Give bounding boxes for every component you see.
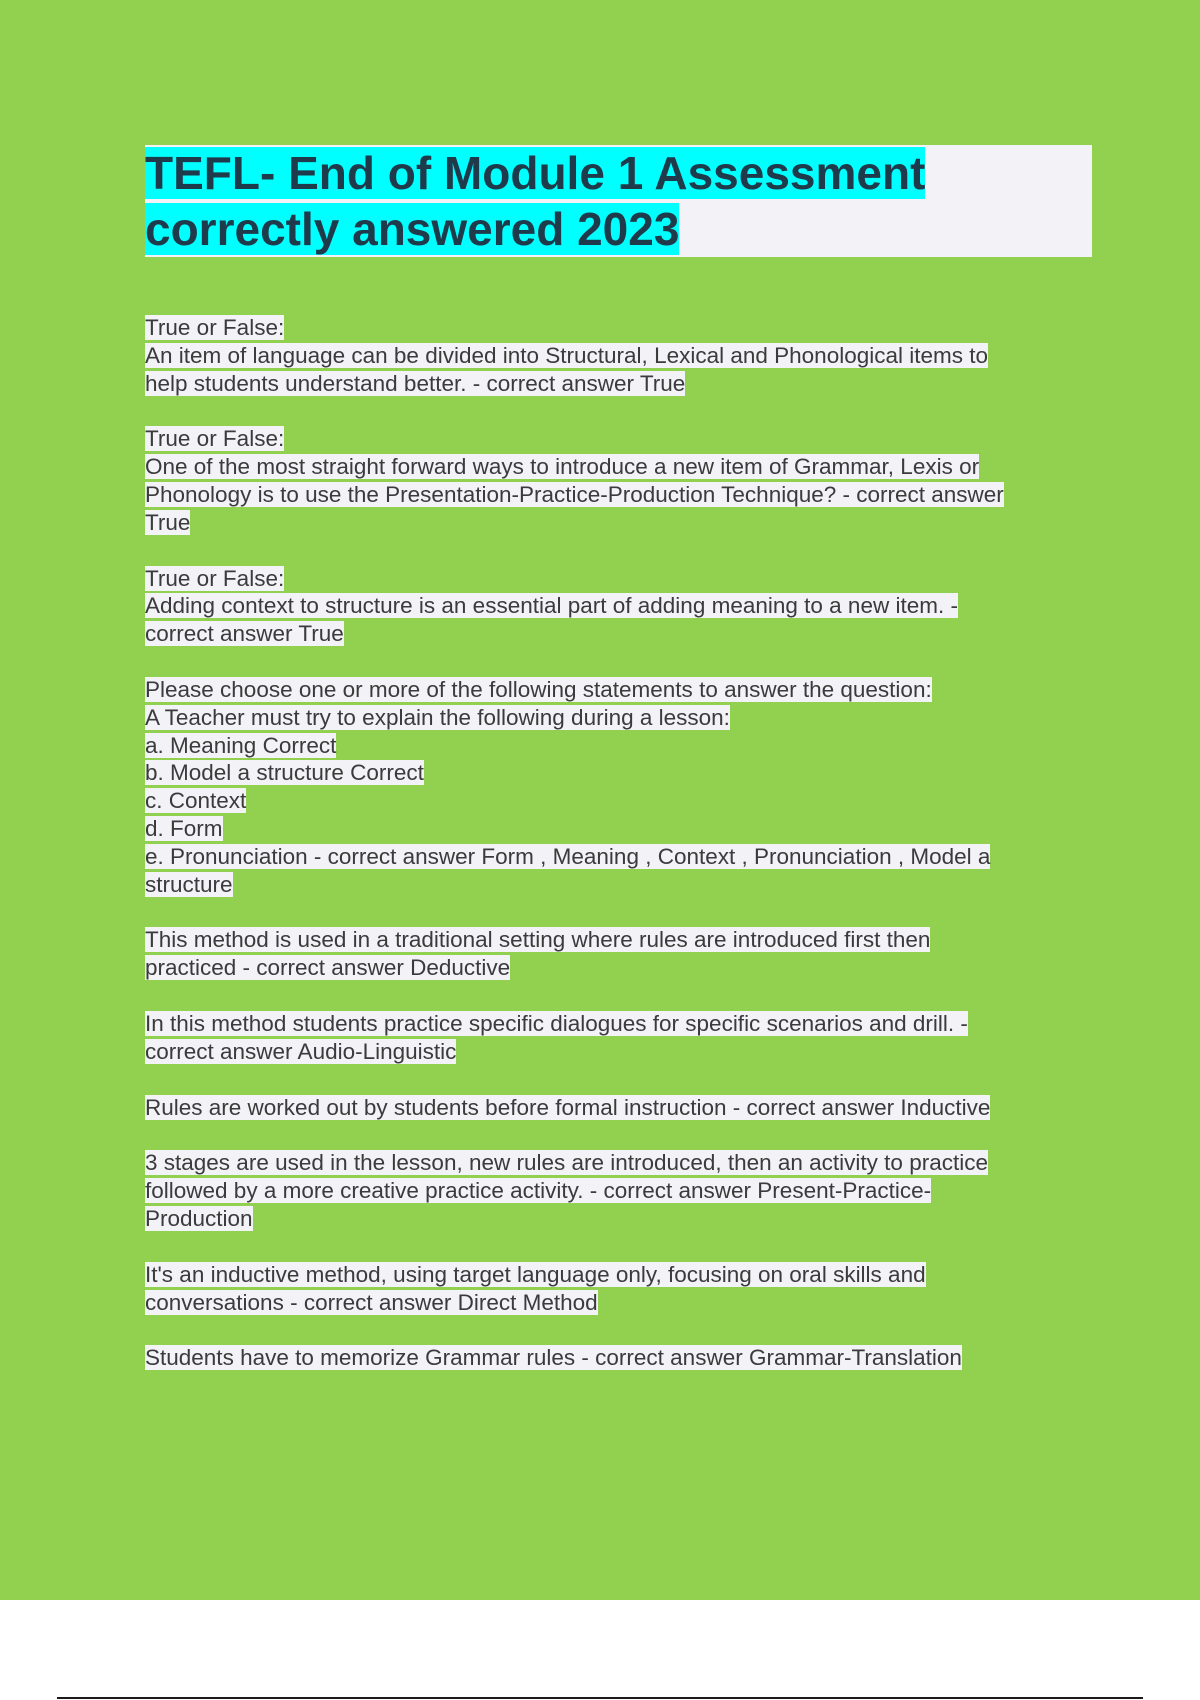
qa-line-text: conversations - correct answer Direct Method [145,1289,598,1315]
qa-line [145,592,1095,620]
qa-line-text: b. Model a structure Correct [145,760,424,786]
qa-line [145,759,1095,787]
qa-line-text: practiced - correct answer Deductive [145,955,511,981]
qa-line-text: d. Form [145,815,223,841]
qa-line-text: correct answer True [145,621,344,647]
qa-line-text: True [145,509,191,535]
qa-line [145,1038,1095,1066]
qa-line [145,815,1095,843]
qa-line [145,481,1095,509]
qa-line [145,871,1095,899]
qa-line [145,314,1095,342]
qa-line-text: True or False: [145,426,285,452]
qa-line-text: Adding context to structure is an essential part of adding meaning to a new item. - [145,593,958,619]
qa-line [145,1177,1095,1205]
qa-line-text: followed by a more creative practice activity. - correct answer Present-Practice- [145,1178,932,1204]
qa-line-text: True or False: [145,315,285,340]
qa-line [145,954,1095,982]
qa-line [145,565,1095,593]
qa-item [145,926,1095,982]
qa-item [145,425,1095,536]
qa-item [145,1261,1095,1317]
qa-item [145,314,1095,397]
qa-line [145,1149,1095,1177]
qa-line-text: structure [145,871,233,897]
title-line-2: correctly answered 2023 [145,203,680,255]
qa-line [145,1010,1095,1038]
qa-line-text: Production [145,1205,253,1231]
qa-line [145,676,1095,704]
qa-line [145,843,1095,871]
qa-line [145,620,1095,648]
qa-line [145,425,1095,453]
qa-line [145,509,1095,537]
qa-line-text: Please choose one or more of the following statements to answer the question: [145,676,932,702]
qa-line-text: True or False: [145,565,285,591]
qa-line [145,732,1095,760]
qa-line-text: correct answer Audio-Linguistic [145,1038,457,1064]
qa-line [145,453,1095,481]
qa-line-text: help students understand better. - correct answer True [145,370,686,396]
title-block [145,145,1092,257]
qa-line [145,342,1095,370]
qa-item [145,1010,1095,1066]
qa-line [145,370,1095,398]
qa-item [145,565,1095,648]
qa-line [145,1261,1095,1289]
qa-line-text: a. Meaning Correct [145,732,337,758]
qa-line-text: In this method students practice specific dialogues for specific scenarios and drill. - [145,1010,968,1036]
qa-line [145,1094,1095,1122]
qa-line-text: Phonology is to use the Presentation-Practice-Production Technique? - correct answer [145,481,1004,507]
qa-line [145,1289,1095,1317]
footer-divider [57,1697,1143,1699]
question-answer-list [145,314,1095,1400]
qa-item [145,1149,1095,1232]
qa-item [145,1344,1095,1372]
qa-line [145,787,1095,815]
qa-line [145,926,1095,954]
qa-line-text: 3 stages are used in the lesson, new rules are introduced, then an activity to practice [145,1150,988,1176]
qa-line-text: A Teacher must try to explain the following during a lesson: [145,704,730,730]
qa-line [145,1205,1095,1233]
qa-item [145,676,1095,898]
qa-line-text: One of the most straight forward ways to introduce a new item of Grammar, Lexis or [145,454,980,480]
qa-line-text: An item of language can be divided into Structural, Lexical and Phonological items to [145,342,989,368]
document-title [145,145,1092,257]
qa-line-text: It's an inductive method, using target language only, focusing on oral skills and [145,1261,926,1287]
qa-line-text: This method is used in a traditional setting where rules are introduced first then [145,927,931,953]
qa-line-text: e. Pronunciation - correct answer Form , Meaning , Context , Pronunciation , Model a [145,843,991,869]
qa-line-text: Students have to memorize Grammar rules - correct answer Grammar-Translation [145,1345,962,1371]
qa-line-text: Rules are worked out by students before formal instruction - correct answer Inductive [145,1094,991,1120]
qa-line-text: c. Context [145,788,247,814]
title-line-1: TEFL- End of Module 1 Assessment [145,147,926,199]
qa-line [145,1344,1095,1372]
qa-line [145,704,1095,732]
qa-item [145,1094,1095,1122]
